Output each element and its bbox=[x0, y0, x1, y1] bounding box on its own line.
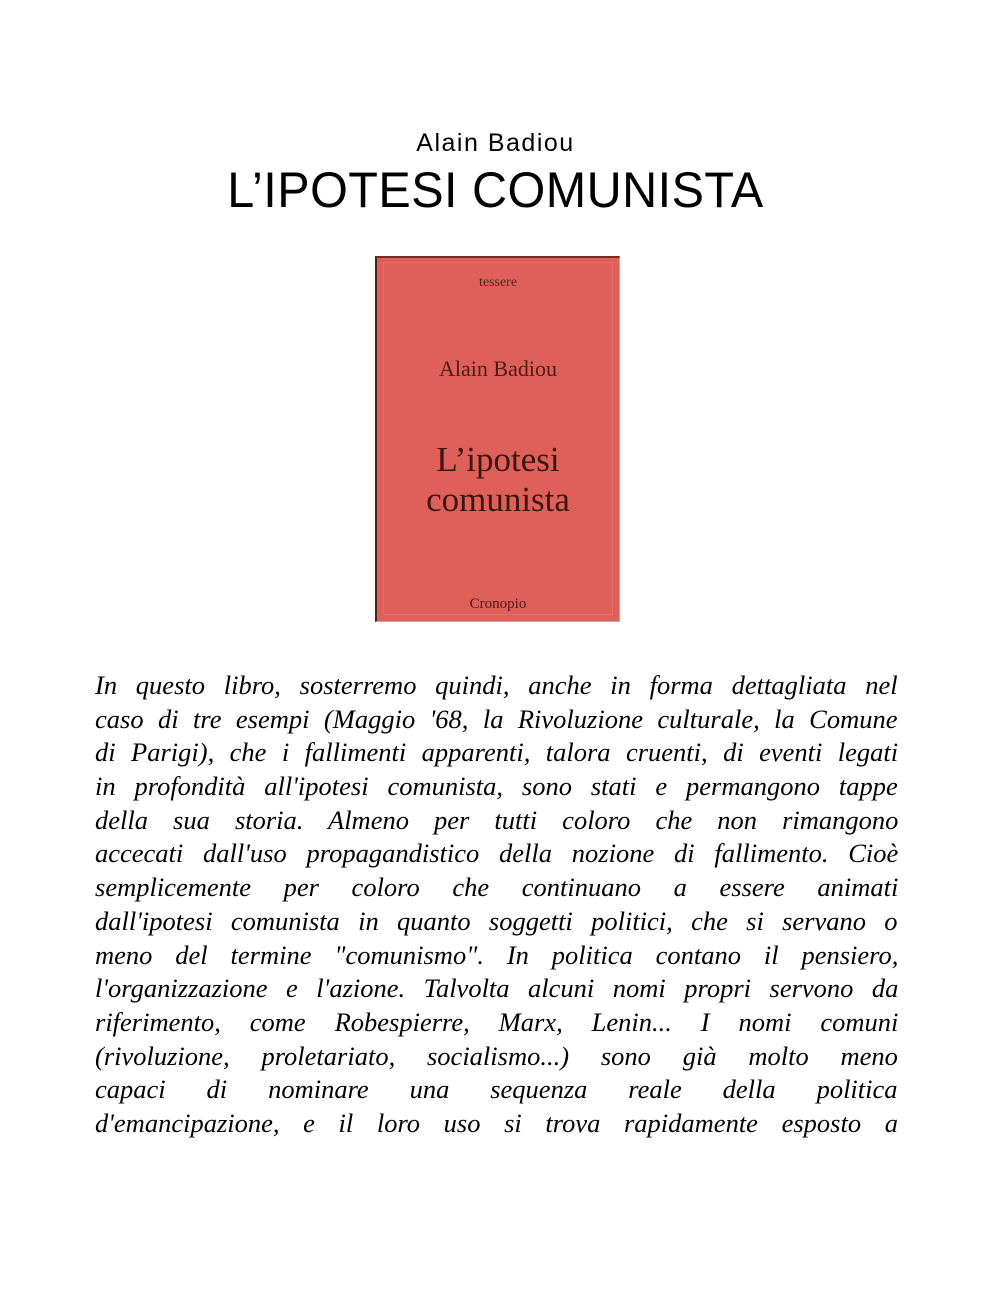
cover-title-line-2: comunista bbox=[426, 480, 570, 519]
paragraph-line: dall'ipotesi comunista in quanto soggetti politici, che si servano o bbox=[95, 905, 898, 936]
paragraph-line: meno del termine "comunismo". In politica contano il pensiero, bbox=[95, 939, 899, 970]
paragraph-line: riferimento, come Robespierre, Marx, Lenin... I nomi comuni bbox=[95, 1006, 899, 1037]
cover-title-line-1: L’ipotesi bbox=[436, 440, 560, 479]
cover-author: Alain Badiou bbox=[439, 356, 557, 381]
paragraph-line: di Parigi), che i fallimenti apparenti, talora cruenti, di eventi legati bbox=[95, 737, 899, 768]
paragraph-line: (rivoluzione, proletariato, socialismo...) sono già molto meno bbox=[95, 1040, 898, 1071]
cover-inner-border bbox=[383, 262, 613, 615]
author-name: Alain Badiou bbox=[416, 129, 575, 157]
cover-publisher: Cronopio bbox=[469, 596, 527, 612]
paragraph-line: semplicemente per coloro che continuano a essere animati bbox=[95, 872, 899, 903]
paragraph-line: l'organizzazione e l'azione. Talvolta alcuni nomi propri servono da bbox=[95, 973, 899, 1004]
cover-series-label: tessere bbox=[478, 275, 518, 290]
paragraph-line: caso di tre esempi (Maggio '68, la Rivoluzione culturale, la Comune bbox=[95, 703, 898, 734]
book-cover-image bbox=[375, 256, 620, 622]
page-title: L’IPOTESI COMUNISTA bbox=[227, 162, 764, 218]
paragraph-line: accecati dall'uso propagandistico della nozione di fallimento. Cioè bbox=[95, 838, 899, 869]
paragraph-line: della sua storia. Almeno per tutti coloro che non rimangono bbox=[95, 804, 899, 835]
paragraph-line: d'emancipazione, e il loro uso si trova rapidamente esposto a bbox=[95, 1107, 898, 1138]
paragraph-line: In questo libro, sosterremo quindi, anche in forma dettagliata nel bbox=[95, 670, 898, 700]
body-paragraph bbox=[95, 669, 898, 1141]
cover-title bbox=[377, 440, 619, 520]
paragraph-line: in profondità all'ipotesi comunista, sono stati e permangono tappe bbox=[95, 771, 898, 802]
paragraph-line: capaci di nominare una sequenza reale della politica bbox=[95, 1074, 898, 1105]
